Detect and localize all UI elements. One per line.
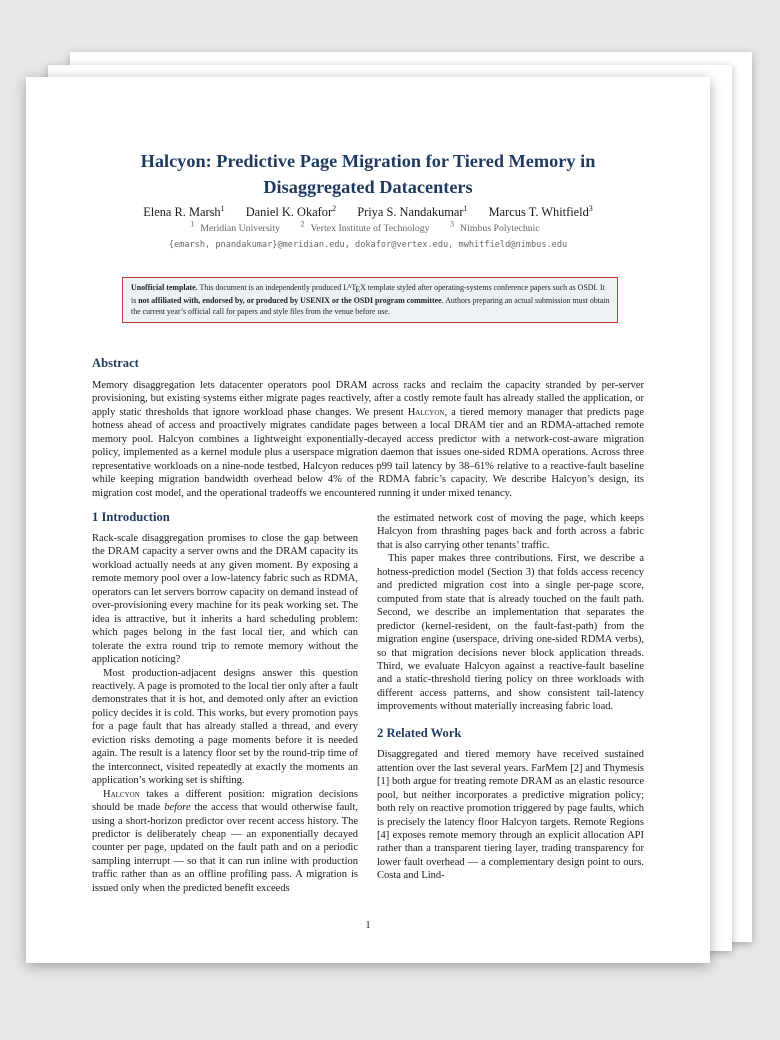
intro-paragraph-4: the estimated network cost of moving the page, which keeps Halcyon from thrashing pages back and forth across a fabric that is also carrying other tenants’ traffic. xyxy=(377,513,644,551)
abstract-body: Memory disaggregation lets datacenter operators pool DRAM across racks and reclaim the capacity stranded by per-server provisioning, but existing systems either migrate pages reactively, after a costly remote fault has already stalled the application, or apply static thresholds that ignore workload phase changes. We present Halcyon, a tiered memory manager that predicts page hotness ahead of access and proactively migrates candidate pages between a local DRAM tier and an RDMA-attached remote memory pool. Halcyon combines a lightweight exponentially-decayed access predictor with a network-cost-aware migration policy, implemented as a kernel module plus a userspace migration daemon that issues one-sided RDMA operations. Across three representative workloads on a nine-node testbed, Halcyon reduces p99 tail latency by 38–61% relative to a reactive-fault baseline while keeping migration bandwidth overhead below 4% of the RDMA fabric’s capacity. We describe Halcyon’s design, its migration cost model, and the operational tradeoffs we encountered running it under mixed tenancy. xyxy=(92,380,644,499)
intro-paragraph-3: Halcyon takes a different position: migration decisions should be made before the access that would otherwise fault, using a short-horizon predictor over recent access history. The predictor is deliberately cheap — an exponentially decayed counter per page, updated on the fault path and on a periodic sampling interrupt — so that it can run inline with production traffic rather than as an offline profiling pass. A migration is issued only when the predicted benefit exceeds xyxy=(92,788,359,894)
affiliation-3: $^3$ Nimbus Polytechnic xyxy=(450,219,540,234)
affiliation-1: $^1$ Meridian University xyxy=(190,219,280,234)
related-paragraph-1: Disaggregated and tiered memory have received sustained attention over the last several years. FarMem [2] and Thymesis [1] both argue for treating remote DRAM as an elastic resource pool, but neither incorporates a predictive migration policy; both rely on reactive promotion triggered by page faults, which is precisely the latency floor Halcyon targets. Remote Regions [4] exposes remote memory through an explicit allocation API rather than a transparent tiering layer, trading transparency for lower fault overhead — a complementary design point to ours. Costa and Lind- xyxy=(377,749,644,882)
disclaimer-bold: not affiliated with, endorsed by, or produced by USENIX or the OSDI program committee xyxy=(138,296,442,306)
page-number: 1 xyxy=(365,920,371,931)
section-heading-related-work: 2 Related Work xyxy=(377,725,462,740)
author-list xyxy=(26,204,710,220)
author-3: Priya S. Nandakumar$^1$ xyxy=(357,203,468,219)
right-column xyxy=(377,512,644,883)
disclaimer-label: Unofficial template. xyxy=(131,283,198,292)
title-line-2: Disaggregated Datacenters xyxy=(263,177,473,197)
section-heading-introduction: 1 Introduction xyxy=(92,510,170,524)
left-column xyxy=(92,532,358,895)
latex-logo: $L^ATEX$ xyxy=(343,283,366,294)
paper-title xyxy=(26,148,710,200)
intro-paragraph-2: Most production-adjacent designs answer this question reactively. A page is promoted to the local tier only after a fault demonstrates that it is hot, and demoted only after an eviction policy decides it is cold. This works, but every promotion pays for a page fault that has already stalled a thread, and every eviction risks demoting a page moments before it is needed again. The result is a latency floor set by the round-trip time of the interconnect, visited repeatedly at exactly the moments an application’s working set is shifting. xyxy=(92,667,358,787)
disclaimer-text-a: This document is an independently produced xyxy=(199,283,342,292)
author-1: Elena R. Marsh$^1$ xyxy=(143,203,225,219)
disclaimer-text-c: . Authors preparing an actual submission must obtain the current year’s official call for papers and style files from the venue before use. xyxy=(131,296,610,317)
affiliation-2: $^2$ Vertex Institute of Technology xyxy=(300,219,430,234)
title-line-1: Halcyon: Predictive Page Migration for Tiered Memory in xyxy=(140,151,596,171)
intro-paragraph-5: This paper makes three contributions. First, we describe a hotness-prediction model (Section 3) that folds access recency and predicted migration cost into a single per-page score, computed from state that is already touched on the fault path. Second, we describe an implementation that separates the predictor (kernel-resident, on the fault-fast-path) from the migration engine (userspace, driving one-sided RDMA verbs), so that migration decisions never block application threads. Third, we evaluate Halcyon against a reactive-fault baseline and a static-threshold tiering policy on three workloads with different access patterns, and show consistent tail-latency improvements without materially increasing fabric load. xyxy=(377,553,644,713)
author-emails: {emarsh, pnandakumar}@meridian.edu, dokafor@vertex.edu, mwhitfield@nimbus.edu xyxy=(168,240,568,250)
author-2: Daniel K. Okafor$^2$ xyxy=(245,203,337,219)
system-name: Halcyon xyxy=(407,406,445,418)
abstract-heading: Abstract xyxy=(92,356,139,370)
author-4: Marcus T. Whitfield$^3$ xyxy=(488,203,593,219)
disclaimer-box xyxy=(122,277,618,323)
paper-page xyxy=(26,77,710,963)
affiliation-list xyxy=(26,219,710,234)
disclaimer-text-b: template styled after operating-systems conference papers such as OSDI. It is xyxy=(131,283,605,306)
intro-paragraph-1: Rack-scale disaggregation promises to close the gap between the DRAM capacity a server owns and the DRAM capacity its workload actually needs at any given moment. By exposing a remote memory pool over a low-latency fabric such as RDMA, operators can let servers borrow capacity on demand instead of over-provisioning every machine for its peak working set. The idea is attractive, but it inherits a hard scheduling problem: which pages belong in the fast local tier, and which can tolerate the extra round trip to remote memory without the application noticing? xyxy=(92,533,358,666)
